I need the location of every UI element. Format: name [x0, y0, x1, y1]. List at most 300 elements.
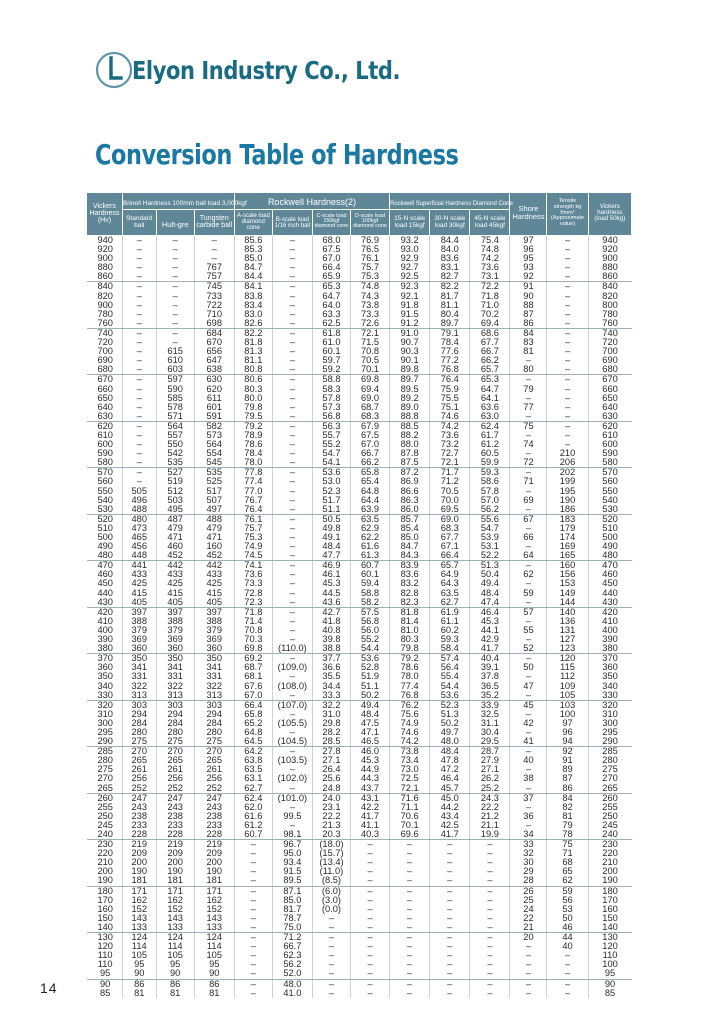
- table-cell: 73.3: [350, 310, 389, 319]
- table-row: [87, 385, 632, 394]
- table-cell: 78.9: [234, 431, 272, 440]
- table-cell: 30.4: [470, 728, 510, 737]
- table-cell: 140: [547, 607, 588, 617]
- table-cell: 68.0: [312, 236, 350, 246]
- table-cell: 61.9: [430, 607, 470, 617]
- table-cell: 43.6: [312, 598, 350, 608]
- table-cell: 144: [547, 598, 588, 608]
- table-cell: –: [547, 356, 588, 365]
- table-cell: 29.8: [312, 719, 350, 728]
- table-cell: –: [390, 858, 430, 867]
- table-cell: 88.5: [390, 421, 430, 431]
- table-cell: 252: [156, 784, 194, 794]
- table-cell: 44.3: [350, 774, 389, 783]
- table-cell: 56.2: [272, 960, 312, 969]
- table-cell: 78.0: [234, 458, 272, 468]
- table-cell: 91.8: [390, 301, 430, 310]
- header-vickers-50kg: Vickers hardness (load 50kg): [588, 193, 631, 236]
- table-cell: –: [510, 542, 547, 551]
- table-cell: –: [156, 254, 194, 263]
- table-cell: 261: [122, 765, 156, 774]
- table-cell: 70.8: [234, 626, 272, 635]
- table-cell: 97: [510, 236, 547, 246]
- table-cell: 58.6: [470, 477, 510, 486]
- table-cell: –: [350, 989, 389, 998]
- table-cell: 65.8: [350, 468, 389, 478]
- table-cell: 149: [547, 589, 588, 598]
- table-cell: 190: [194, 867, 234, 876]
- table-cell: –: [390, 914, 430, 923]
- table-cell: 73.8: [390, 747, 430, 757]
- table-cell: 84.1: [234, 282, 272, 292]
- table-cell: 65.4: [350, 477, 389, 486]
- table-cell: 585: [156, 394, 194, 403]
- table-cell: –: [470, 951, 510, 960]
- table-cell: 582: [194, 421, 234, 431]
- table-cell: 47.4: [470, 598, 510, 608]
- table-cell: 388: [122, 617, 156, 626]
- table-cell: –: [430, 867, 470, 876]
- table-cell: 86.9: [390, 477, 430, 486]
- table-cell: 400: [87, 626, 123, 635]
- table-cell: 66.4: [234, 700, 272, 710]
- table-cell: 303: [156, 700, 194, 710]
- table-cell: 209: [122, 849, 156, 858]
- table-cell: 133: [194, 923, 234, 933]
- table-cell: 452: [156, 551, 194, 561]
- table-cell: 153: [547, 579, 588, 588]
- table-cell: 78.0: [390, 672, 430, 681]
- table-cell: –: [122, 412, 156, 422]
- table-cell: 79.2: [390, 654, 430, 664]
- table-cell: 295: [602, 727, 618, 737]
- table-cell: 29: [510, 867, 547, 876]
- table-cell: 150: [602, 913, 618, 923]
- table-cell: –: [122, 356, 156, 365]
- table-cell: 57.4: [430, 654, 470, 664]
- table-cell: 238: [156, 812, 194, 821]
- table-row: [87, 691, 632, 701]
- table-cell: –: [272, 319, 312, 329]
- table-cell: 80.3: [234, 385, 272, 394]
- table-cell: –: [272, 301, 312, 310]
- table-cell: 89.8: [390, 365, 430, 375]
- table-cell: 160: [602, 904, 618, 914]
- table-cell: 67: [510, 514, 547, 524]
- table-cell: 252: [194, 784, 234, 794]
- table-cell: 87.5: [390, 458, 430, 468]
- table-cell: –: [272, 328, 312, 338]
- table-cell: 66.2: [350, 458, 389, 468]
- table-cell: 500: [87, 533, 123, 542]
- table-cell: 54.4: [350, 644, 389, 654]
- table-row: [87, 989, 632, 998]
- table-cell: 70.0: [430, 496, 470, 505]
- table-cell: 460: [602, 570, 618, 580]
- table-cell: –: [122, 385, 156, 394]
- table-cell: 27.9: [470, 756, 510, 765]
- table-cell: 75.4: [470, 236, 510, 246]
- table-cell: –: [272, 514, 312, 524]
- table-cell: 74.2: [390, 737, 430, 747]
- table-cell: 471: [156, 533, 194, 542]
- table-cell: 47: [510, 682, 547, 691]
- table-cell: –: [510, 654, 547, 664]
- table-row: [87, 579, 632, 588]
- table-cell: 73.8: [350, 301, 389, 310]
- table-cell: 48.4: [312, 542, 350, 551]
- table-cell: 88.8: [390, 412, 430, 422]
- table-cell: 580: [87, 458, 123, 468]
- table-cell: 46.1: [312, 570, 350, 579]
- table-cell: 640: [602, 402, 618, 412]
- table-cell: 700: [602, 347, 618, 357]
- table-cell: –: [272, 672, 312, 681]
- table-cell: 73.6: [234, 570, 272, 579]
- table-cell: 53: [547, 905, 588, 914]
- table-cell: 820: [602, 291, 618, 301]
- table-cell: 510: [602, 523, 618, 533]
- table-cell: 63.1: [234, 774, 272, 783]
- table-cell: 76.9: [350, 236, 389, 246]
- table-cell: 600: [87, 440, 123, 449]
- table-cell: 100: [602, 960, 618, 970]
- table-cell: 143: [194, 914, 234, 923]
- table-cell: 294: [156, 710, 194, 719]
- table-cell: 87.8: [390, 449, 430, 458]
- table-row: [87, 338, 632, 347]
- table-row: [87, 412, 632, 422]
- table-cell: 62.7: [430, 598, 470, 608]
- table-cell: 93.4: [272, 858, 312, 867]
- table-cell: 369: [156, 635, 194, 644]
- table-cell: 79: [510, 385, 547, 394]
- table-cell: –: [156, 328, 194, 338]
- table-cell: 550: [87, 487, 123, 496]
- table-cell: –: [272, 551, 312, 561]
- table-cell: 75.7: [234, 524, 272, 533]
- table-cell: 70.8: [350, 347, 389, 356]
- table-cell: 32: [510, 849, 547, 858]
- table-cell: 490: [602, 542, 618, 552]
- table-cell: 95: [510, 254, 547, 263]
- table-cell: 81: [547, 812, 588, 821]
- table-cell: 114: [194, 942, 234, 951]
- table-cell: –: [547, 951, 588, 960]
- table-cell: 369: [194, 635, 234, 644]
- table-cell: 550: [602, 486, 618, 496]
- table-cell: –: [430, 951, 470, 960]
- table-cell: –: [430, 886, 470, 896]
- table-cell: 61.2: [234, 821, 272, 830]
- table-cell: 179: [547, 524, 588, 533]
- table-cell: 270: [156, 747, 194, 757]
- header-30n: 30-N scale load 30kgf: [430, 210, 470, 236]
- table-cell: 44.2: [430, 803, 470, 812]
- table-row: [87, 812, 632, 821]
- table-cell: 70.5: [430, 487, 470, 496]
- table-cell: 68: [547, 858, 588, 867]
- table-row: [87, 876, 632, 886]
- page-number: 14: [40, 980, 58, 996]
- table-cell: 47.5: [350, 719, 389, 728]
- table-cell: 59.3: [430, 635, 470, 644]
- table-cell: 341: [194, 663, 234, 672]
- table-cell: 26: [510, 886, 547, 896]
- table-cell: 72.1: [430, 458, 470, 468]
- table-cell: –: [122, 468, 156, 478]
- table-cell: –: [234, 942, 272, 951]
- table-cell: 103: [547, 700, 588, 710]
- table-cell: 64.2: [234, 747, 272, 757]
- table-cell: 69.8: [234, 644, 272, 654]
- table-cell: 89.5: [272, 876, 312, 886]
- table-cell: 62.7: [234, 784, 272, 794]
- table-row: [87, 849, 632, 858]
- table-cell: –: [122, 282, 156, 292]
- table-cell: 76.7: [234, 496, 272, 505]
- table-cell: 519: [156, 477, 194, 486]
- table-cell: –: [272, 579, 312, 588]
- table-row: [87, 496, 632, 505]
- table-cell: –: [470, 923, 510, 933]
- table-cell: 350: [87, 672, 123, 681]
- table-cell: 54.1: [312, 458, 350, 468]
- table-cell: 640: [87, 403, 123, 412]
- table-cell: –: [430, 960, 470, 969]
- table-cell: 48.0: [272, 979, 312, 989]
- table-cell: 120: [87, 942, 123, 951]
- table-cell: 95: [588, 969, 631, 979]
- table-row: [87, 347, 632, 356]
- table-cell: 57.8: [470, 487, 510, 496]
- table-cell: 80.4: [430, 310, 470, 319]
- table-cell: 42: [510, 719, 547, 728]
- table-cell: 370: [87, 654, 123, 664]
- table-cell: 88: [510, 301, 547, 310]
- table-cell: 81.3: [234, 347, 272, 356]
- table-cell: 388: [194, 617, 234, 626]
- table-cell: 397: [122, 607, 156, 617]
- table-cell: 44.9: [350, 765, 389, 774]
- table-cell: 630: [588, 412, 631, 422]
- table-cell: 51.7: [312, 496, 350, 505]
- table-cell: 45.3: [350, 756, 389, 765]
- table-cell: 72.6: [350, 319, 389, 329]
- table-cell: 390: [87, 635, 123, 644]
- header-rockwell: Rockwell Hardness(2): [234, 193, 389, 210]
- table-cell: 680: [87, 365, 123, 375]
- table-cell: 32.2: [312, 700, 350, 710]
- table-cell: 405: [122, 598, 156, 608]
- table-cell: (0.0): [312, 905, 350, 914]
- table-row: [87, 356, 632, 365]
- table-cell: 90: [156, 969, 194, 979]
- table-cell: 280: [87, 756, 123, 765]
- table-cell: 47.1: [350, 728, 389, 737]
- table-cell: –: [194, 236, 234, 246]
- table-row: [87, 561, 632, 571]
- header-rockwell-b: B-scale load 1/16 inch ball: [272, 210, 312, 236]
- table-cell: –: [390, 840, 430, 850]
- table-cell: 31.0: [312, 710, 350, 719]
- table-cell: 480: [122, 514, 156, 524]
- table-cell: –: [470, 876, 510, 886]
- table-cell: 67.5: [312, 245, 350, 254]
- table-cell: 320: [602, 700, 618, 710]
- table-cell: 181: [156, 876, 194, 886]
- table-cell: (3.0): [312, 896, 350, 905]
- table-cell: 62.2: [350, 533, 389, 542]
- table-cell: –: [510, 710, 547, 719]
- table-cell: 590: [602, 449, 618, 459]
- table-cell: –: [510, 431, 547, 440]
- table-cell: –: [470, 896, 510, 905]
- table-cell: –: [430, 933, 470, 943]
- table-cell: 69.2: [234, 654, 272, 664]
- table-cell: 47.8: [430, 756, 470, 765]
- table-cell: 79.8: [234, 403, 272, 412]
- table-cell: 73.3: [234, 579, 272, 588]
- table-cell: 93.2: [390, 236, 430, 246]
- table-row: [87, 672, 632, 681]
- table-cell: 40.3: [350, 830, 389, 840]
- table-cell: 460: [156, 542, 194, 551]
- table-row: [87, 821, 632, 830]
- table-cell: 570: [602, 467, 618, 478]
- table-cell: 76.1: [350, 254, 389, 263]
- table-cell: –: [547, 310, 588, 319]
- table-cell: 275: [194, 737, 234, 747]
- table-cell: –: [272, 505, 312, 515]
- table-cell: 25.6: [312, 774, 350, 783]
- table-cell: 285: [602, 746, 618, 757]
- table-cell: 650: [87, 394, 123, 403]
- company-name: Elyon Industry Co., Ltd.: [132, 56, 401, 85]
- table-cell: 38: [510, 774, 547, 783]
- table-cell: 660: [87, 385, 123, 394]
- table-cell: 220: [87, 849, 123, 858]
- table-cell: 85: [604, 988, 616, 998]
- table-cell: 313: [156, 691, 194, 701]
- table-cell: 450: [602, 579, 618, 589]
- table-cell: 55.7: [312, 431, 350, 440]
- table-cell: 81: [122, 989, 156, 998]
- table-cell: –: [122, 477, 156, 486]
- table-cell: –: [272, 254, 312, 263]
- table-row: [87, 765, 632, 774]
- table-cell: 124: [194, 933, 234, 943]
- table-cell: 557: [156, 431, 194, 440]
- table-cell: 28.7: [470, 747, 510, 757]
- table-cell: –: [510, 635, 547, 644]
- table-cell: 64.8: [350, 487, 389, 496]
- table-cell: 76.8: [430, 365, 470, 375]
- table-cell: –: [547, 338, 588, 347]
- table-cell: 130: [87, 933, 123, 943]
- table-cell: 70.6: [390, 812, 430, 821]
- table-cell: 45.0: [430, 793, 470, 803]
- table-cell: 59.3: [470, 468, 510, 478]
- table-row: [87, 282, 632, 292]
- table-cell: 56.2: [470, 505, 510, 515]
- table-cell: 71.5: [350, 338, 389, 347]
- table-cell: 89: [547, 765, 588, 774]
- table-cell: 136: [547, 617, 588, 626]
- table-cell: –: [156, 282, 194, 292]
- table-cell: 228: [156, 830, 194, 840]
- table-cell: 97: [547, 719, 588, 728]
- table-cell: (18.0): [312, 840, 350, 850]
- table-row: [87, 487, 632, 496]
- table-cell: 69.5: [430, 505, 470, 515]
- table-cell: 66.7: [272, 942, 312, 951]
- table-cell: 48.0: [430, 737, 470, 747]
- table-row: [87, 663, 632, 672]
- table-cell: –: [234, 914, 272, 923]
- table-cell: 512: [156, 487, 194, 496]
- table-cell: –: [350, 969, 389, 979]
- table-row: [87, 700, 632, 710]
- table-row: [87, 570, 632, 579]
- table-cell: 79.2: [234, 421, 272, 431]
- table-cell: 265: [87, 784, 123, 794]
- table-cell: 310: [87, 710, 123, 719]
- table-cell: 57.8: [312, 394, 350, 403]
- table-cell: 388: [156, 617, 194, 626]
- table-cell: 82.2: [430, 282, 470, 292]
- table-cell: –: [312, 942, 350, 951]
- table-cell: 390: [602, 635, 618, 645]
- table-cell: –: [350, 979, 389, 989]
- table-cell: 210: [87, 858, 123, 867]
- table-cell: 181: [122, 876, 156, 886]
- table-cell: 110: [87, 960, 123, 969]
- table-cell: 22.2: [470, 803, 510, 812]
- table-cell: –: [510, 449, 547, 458]
- table-cell: 610: [602, 430, 618, 440]
- table-cell: 74.8: [470, 245, 510, 254]
- table-cell: 75.3: [234, 533, 272, 542]
- table-cell: 487: [156, 514, 194, 524]
- table-row: [87, 635, 632, 644]
- table-cell: 52: [510, 644, 547, 654]
- table-cell: 243: [122, 803, 156, 812]
- table-cell: 71.8: [234, 607, 272, 617]
- table-cell: 65: [547, 867, 588, 876]
- table-cell: 86.6: [390, 487, 430, 496]
- table-row: [87, 784, 632, 794]
- table-cell: 57.5: [350, 607, 389, 617]
- table-cell: 190: [547, 496, 588, 505]
- table-cell: –: [430, 905, 470, 914]
- table-cell: 112: [547, 672, 588, 681]
- table-cell: 720: [87, 338, 123, 347]
- table-cell: 87: [510, 310, 547, 319]
- table-cell: 64.7: [312, 292, 350, 301]
- table-cell: –: [430, 858, 470, 867]
- table-cell: 47.2: [430, 765, 470, 774]
- table-cell: 85.0: [234, 254, 272, 263]
- table-cell: 170: [602, 895, 618, 905]
- table-cell: 78: [547, 830, 588, 840]
- table-cell: 33: [510, 840, 547, 850]
- table-cell: –: [234, 840, 272, 850]
- table-row: [87, 403, 632, 412]
- table-cell: 65.9: [312, 272, 350, 282]
- table-cell: –: [470, 969, 510, 979]
- table-cell: 74: [510, 440, 547, 449]
